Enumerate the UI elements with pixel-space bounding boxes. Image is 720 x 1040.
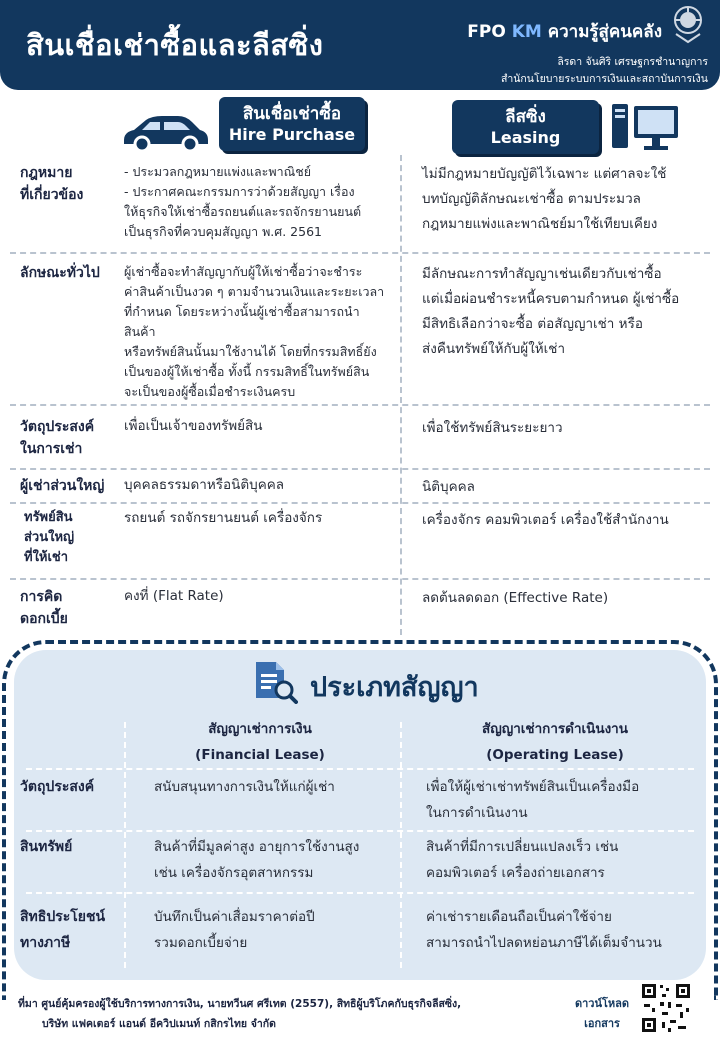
operating-lease-en: (Operating Lease) — [486, 747, 624, 763]
author: ลิรดา จันศิริ เศรษฐกรชำนาญการ — [557, 56, 708, 68]
leasing-heading-en: Leasing — [490, 128, 561, 147]
label-line: สินทรัพย์ — [20, 839, 73, 855]
cell-line: นิติบุคคล — [422, 479, 475, 495]
label-line: ส่วนใหญ่ — [24, 530, 75, 545]
cell-line: - ประมวลกฎหมายแพ่งและพาณิชย์ — [124, 164, 312, 179]
cell-line: กฎหมายแพ่งและพาณิชย์มาใช้เทียบเคียง — [422, 216, 658, 232]
panel-row-separator — [26, 830, 694, 832]
cell-line: เพื่อให้ผู้เช่าเช่าทรัพย์สินเป็นเครื่องมือ — [426, 779, 640, 795]
header-banner — [0, 0, 720, 90]
cell-line: บุคคลธรรมดาหรือนิติบุคคล — [124, 477, 285, 493]
row-separator — [10, 578, 710, 580]
hire-purchase-cell — [124, 508, 389, 528]
cell-line: รวมดอกเบี้ยจ่าย — [154, 935, 248, 951]
cell-line: ในการดำเนินงาน — [426, 805, 528, 821]
panel-column-divider — [124, 722, 126, 968]
brand-suffix: ความรู้สู่คนคลัง — [547, 22, 662, 42]
source-line: ที่มา ศูนย์คุ้มครองผู้ใช้บริการทางการเงิน, นายทวีนศ ศรีเทต (2557), สิทธิผู้บริโภคกับธุรกิจลีสซิ่ง, — [18, 998, 462, 1010]
seal-icon — [670, 4, 706, 44]
document-search-icon — [252, 660, 298, 704]
cell-line: เพื่อใช้ทรัพย์สินระยะยาว — [422, 420, 563, 436]
cell-line: ค่าสินค้าเป็นงวด ๆ ตามจำนวนเงินและระยะเวลา — [124, 284, 385, 299]
operating-lease-th: สัญญาเช่าการดำเนินงาน — [481, 721, 628, 737]
leasing-heading-th: ลีสซิ่ง — [505, 107, 546, 127]
cell-line: บทบัญญัติลักษณะเช่าซื้อ ตามประมวล — [422, 191, 641, 207]
hire-purchase-cell — [124, 162, 389, 242]
cell-line: สามารถนำไปลดหย่อนภาษีได้เต็มจำนวน — [426, 935, 662, 951]
cell-line: รถยนต์ รถจักรยานยนต์ เครื่องจักร — [124, 510, 323, 526]
cell-line: เพื่อเป็นเจ้าของทรัพย์สิน — [124, 418, 263, 434]
row-label — [20, 508, 74, 568]
row-label — [20, 162, 83, 206]
cell-line: - ประกาศคณะกรรมการว่าด้วยสัญญา เรื่อง — [124, 184, 355, 199]
financial-lease-en: (Financial Lease) — [195, 747, 325, 763]
operating-lease-heading — [410, 716, 700, 768]
row-label — [20, 475, 104, 497]
cell-line: ไม่มีกฎหมายบัญญัติไว้เฉพาะ แต่ศาลจะใช้ — [422, 166, 667, 182]
operating-cell — [426, 834, 696, 886]
hire-purchase-heading-th: สินเชื่อเช่าซื้อ — [242, 104, 342, 124]
label-line: ที่ให้เช่า — [24, 550, 69, 565]
financial-lease-heading — [140, 716, 380, 768]
cell-line: แต่เมื่อผ่อนชำระหนี้ครบตามกำหนด ผู้เช่าซื้อ — [422, 291, 680, 307]
hire-purchase-cell — [124, 262, 389, 402]
row-label — [20, 416, 94, 460]
label-line: สิทธิประโยชน์ — [20, 909, 106, 925]
cell-line: คงที่ (Flat Rate) — [124, 588, 224, 604]
label-line: วัตถุประสงค์ — [20, 779, 95, 795]
hire-purchase-cell — [124, 416, 389, 436]
financial-cell — [154, 904, 404, 956]
cell-line: เครื่องจักร คอมพิวเตอร์ เครื่องใช้สำนักงาน — [422, 512, 669, 528]
cell-line: สนับสนุนทางการเงินให้แก่ผู้เช่า — [154, 779, 335, 795]
leasing-cell — [422, 262, 712, 362]
label-line: กฎหมาย — [20, 165, 73, 181]
source-line: บริษัท แฟคเตอร์ แอนด์ อีควิปเมนท์ กสิกรไทย จำกัด — [42, 1018, 276, 1030]
hire-purchase-cell — [124, 586, 389, 606]
hire-purchase-cell — [124, 475, 389, 495]
leasing-cell — [422, 586, 712, 611]
cell-line: เป็นธุรกิจที่ควบคุมสัญญา พ.ศ. 2561 — [124, 224, 322, 239]
page-title: สินเชื่อเช่าซื้อและลีสซิ่ง — [26, 28, 324, 62]
panel-row-separator — [26, 768, 694, 770]
label-line: ทรัพย์สิน — [24, 510, 73, 525]
financial-cell — [154, 774, 404, 800]
row-separator — [10, 252, 710, 254]
hire-purchase-heading-en: Hire Purchase — [228, 125, 356, 144]
cell-line: คอมพิวเตอร์ เครื่องถ่ายเอกสาร — [426, 865, 605, 881]
download-link[interactable] — [572, 994, 632, 1034]
operating-cell — [426, 774, 696, 826]
leasing-cell — [422, 508, 712, 533]
cell-line: ให้ธุรกิจให้เช่าซื้อรถยนต์และรถจักรยานยนต์ — [124, 204, 362, 219]
computer-icon — [610, 100, 680, 154]
leasing-cell — [422, 416, 712, 441]
cell-line: ส่งคืนทรัพย์ให้กับผู้ให้เช่า — [422, 341, 566, 357]
label-line: ที่เกี่ยวข้อง — [20, 187, 84, 203]
cell-line: เช่น เครื่องจักรอุตสาหกรรม — [154, 865, 314, 881]
brand-km: KM — [511, 22, 542, 42]
label-line: วัตถุประสงค์ — [20, 419, 95, 435]
row-separator — [10, 468, 710, 470]
cell-line: สินค้าที่มีมูลค่าสูง อายุการใช้งานสูง — [154, 839, 360, 855]
label-line: การคิด — [20, 589, 63, 605]
cell-line: บันทึกเป็นค่าเสื่อมราคาต่อปี — [154, 909, 315, 925]
car-icon — [120, 110, 210, 152]
row-label — [20, 586, 68, 630]
row-label — [20, 774, 94, 800]
label-line: ผู้เช่าส่วนใหญ่ — [20, 478, 105, 494]
organization: สำนักนโยบายระบบการเงินและสถาบันการเงิน — [500, 73, 708, 85]
download-line: ดาวน์โหลด — [574, 997, 630, 1010]
row-label — [20, 834, 72, 860]
brand — [467, 18, 662, 45]
hire-purchase-heading — [219, 97, 365, 151]
row-separator — [10, 502, 710, 504]
cell-line: เป็นของผู้ให้เช่าซื้อ ทั้งนี้ กรรมสิทธิ์ในทรัพย์สิน — [124, 364, 370, 379]
qr-code-icon[interactable] — [640, 982, 692, 1034]
label-line: ดอกเบี้ย — [20, 611, 68, 627]
leasing-cell — [422, 162, 712, 237]
cell-line: ผู้เช่าซื้อจะทำสัญญากับผู้ให้เช่าซื้อว่าจะชำระ — [124, 264, 363, 279]
row-separator — [10, 404, 710, 406]
leasing-cell — [422, 475, 712, 500]
cell-line: มีสิทธิเลือกว่าจะซื้อ ต่อสัญญาเช่า หรือ — [422, 316, 643, 332]
label-line: ลักษณะทั่วไป — [20, 265, 100, 281]
cell-line: สินค้าที่มีการเปลี่ยนแปลงเร็ว เช่น — [426, 839, 619, 855]
cell-line: ที่กำหนด โดยระหว่างนั้นผู้เช่าซื้อสามารถนำสินค้า — [124, 304, 360, 339]
contract-types-title: ประเภทสัญญา — [310, 672, 479, 703]
label-line: ในการเช่า — [20, 441, 83, 457]
cell-line: ลดต้นลดดอก (Effective Rate) — [422, 590, 609, 606]
column-divider — [400, 155, 402, 635]
leasing-heading — [452, 100, 599, 154]
cell-line: หรือทรัพย์สินนั้นมาใช้งานได้ โดยที่กรรมสิทธิ์ยัง — [124, 344, 377, 359]
panel-row-separator — [26, 892, 694, 894]
source-note — [18, 994, 558, 1034]
brand-prefix: FPO — [467, 22, 506, 42]
label-line: ทางภาษี — [20, 935, 71, 951]
financial-cell — [154, 834, 404, 886]
cell-line: จะเป็นของผู้ซื้อเมื่อชำระเงินครบ — [124, 384, 296, 399]
row-label — [20, 904, 105, 956]
financial-lease-th: สัญญาเช่าการเงิน — [208, 721, 312, 737]
row-label — [20, 262, 100, 284]
download-line: เอกสาร — [584, 1017, 620, 1030]
operating-cell — [426, 904, 696, 956]
cell-line: ค่าเช่ารายเดือนถือเป็นค่าใช้จ่าย — [426, 909, 612, 925]
cell-line: มีลักษณะการทำสัญญาเช่นเดียวกับเช่าซื้อ — [422, 266, 662, 282]
